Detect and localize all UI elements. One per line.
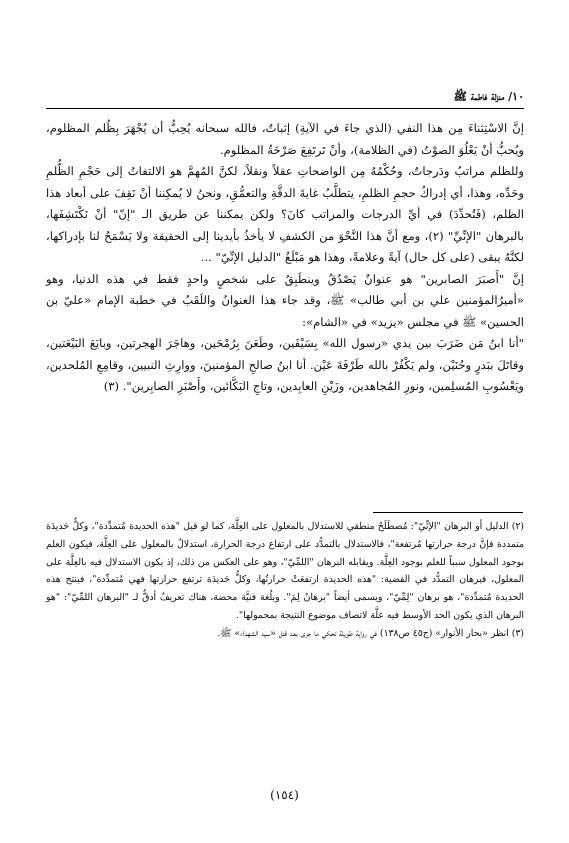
main-text xyxy=(46,118,524,398)
footnote: (٢) الدليل أو البرهان "الإنِّيّ": مُصطَلَحٌ منطقي للاستدلال بالمعلول على العِلَّة، كما لو قيل "هذه الحديدة مُتمدِّدة"، وكلُّ حَديدَة متمددة فإنَّ درجة حرارتها مُرتفعة"، فالاستدلال بالتمدُّد على ارتفاع درجة الحرارة، استدلالٌ بالمعلول على العِلَّة، فيكون العلم بوجود المعلول سبباً للعلم بوجود العِلَّة. ويقابله البرهان "اللمِّيّ"، وهو على العكس من ذلك، إذ يكون الاستدلال فيه بالعِلَّة على المعلول، فبرهان التمدُّد في القضية: "هذه الحديدة ارتفعَتْ حرارتُها، وكلُّ حَديدَة ترتفع حرارتها فهي مُتمدِّدة"، فينتج هذه الحديدة مُتمدِّدة"، هو برهان "لِمِّيّ"، ويسمى أيضاً "برهانُ لِمَ". وبلُغة فنيَّة محضة، هناك تعريفٌ أدقُّ لـ "البرهان اللمِّيّ": "هو البرهان الذي يكون الحد الأوسط فيه علَّة لاتصاف موضوع النتيجة بمحمولها". xyxy=(46,521,524,621)
paragraph: إنَّ "أَصبَرَ الصابرين" هو عنوانٌ يَصْدُقُ وينطَبِقُ على شخصٍ واحدٍ فقط في هذه الدنيا، وهو «أميرُالمؤمنين علي بن أبي طالب» ﷺ، وقد جاء هذا العنوانُ واللَقَبُ في خطبة الإمام «عليّ بن الحسين» ﷺ في مجلس «يزيد» في «الشام»: xyxy=(46,271,524,329)
footnote: (٣) انظر «بحار الأنوار» (ج٤٥ ص١٣٨) في رواية طويلة تحكي ما جرى بعد قتل «سيد الشهداء» ﷺ. xyxy=(217,627,524,639)
paragraph: إنَّ الاسْتِثناءَ مِن هذا النفي (الذي جاءَ في الآيةِ) إثباتٌ، فالله سبحانه يُحِبُّ أن يُجْهَرَ بِظُلم المظلوم، ويُحبُّ أنْ يَعْلُوَ الصوْتُ (في الظلامة)، وأنْ تَرتَفِعَ صَرْخَةُ المظلوم. xyxy=(46,121,524,157)
page-number: (١٥٤) xyxy=(270,788,299,802)
footnotes xyxy=(46,518,524,643)
paragraph: وللظلم مراتبُ ودَرجاتٌ، وحُكْمُهُ مِن الواضحاتِ عقلاً ونقلاً، لكنَّ المُهمَّ هو الالتفاتُ إلى حَجْمِ الظُّلمِ وحَدِّه، وهذا، أي إدراكُ حجمِ الظلمِ، يتطلَّبُ غايةَ الدقَّةِ والتعمُّقِ، ونحنُ لا يُمكِننا أنْ نَقِفَ على أبعاد هذا الظلم، (فَتُحدِّدَ) في أيِّ الدرجات والمراتب كانَ؟ ولكن يمكننا عن طريق الـ "إنّ" أنْ نَكْتَشِفَها، بالبرهان "الإنِّيِّ" (٢)، ومع أنَّ هذا النَّحْوَ من الكشفِ لا يأخذُ بأيدينا إلى الحقيقة ولا يَسْمَحُ لنا بإدراكها، لكنَّهُ يبقى (على كل حال) آيةً وعلامةً، وهذا هو مَبْلَغُ "الدليل الإنِّيّ" ... xyxy=(46,164,525,264)
footnote-separator xyxy=(373,512,523,513)
running-header-title: ١٠/ منزلة فاطمة ﷺ xyxy=(453,90,524,103)
running-header xyxy=(46,90,524,109)
block-quote: "أنا ابنُ مَن ضَرَبَ بين يدي «رسول الله» بِسَيْفَين، وطَعَنَ بِرُمْحَين، وهاجَرَ الهجرتين، وبايَعَ البَيْعَتين، وقاتَلَ ببَدرٍ وحُنَيْن، ولم يَكْفُرْ بالله طَرْفَةَ عَيْن. أنا ابنُ صالحِ المؤمنينَ، ووارِثِ النبيين، وقامِعِ المُلحدين، ويَعْسُوبِ المُسلِمين، ونورِ المُجاهدين، وزَيْنِ العابِدين، وتاجِ البَكَّائين، وأَصْبَرِ الصابِرين". (٣) xyxy=(46,336,524,393)
